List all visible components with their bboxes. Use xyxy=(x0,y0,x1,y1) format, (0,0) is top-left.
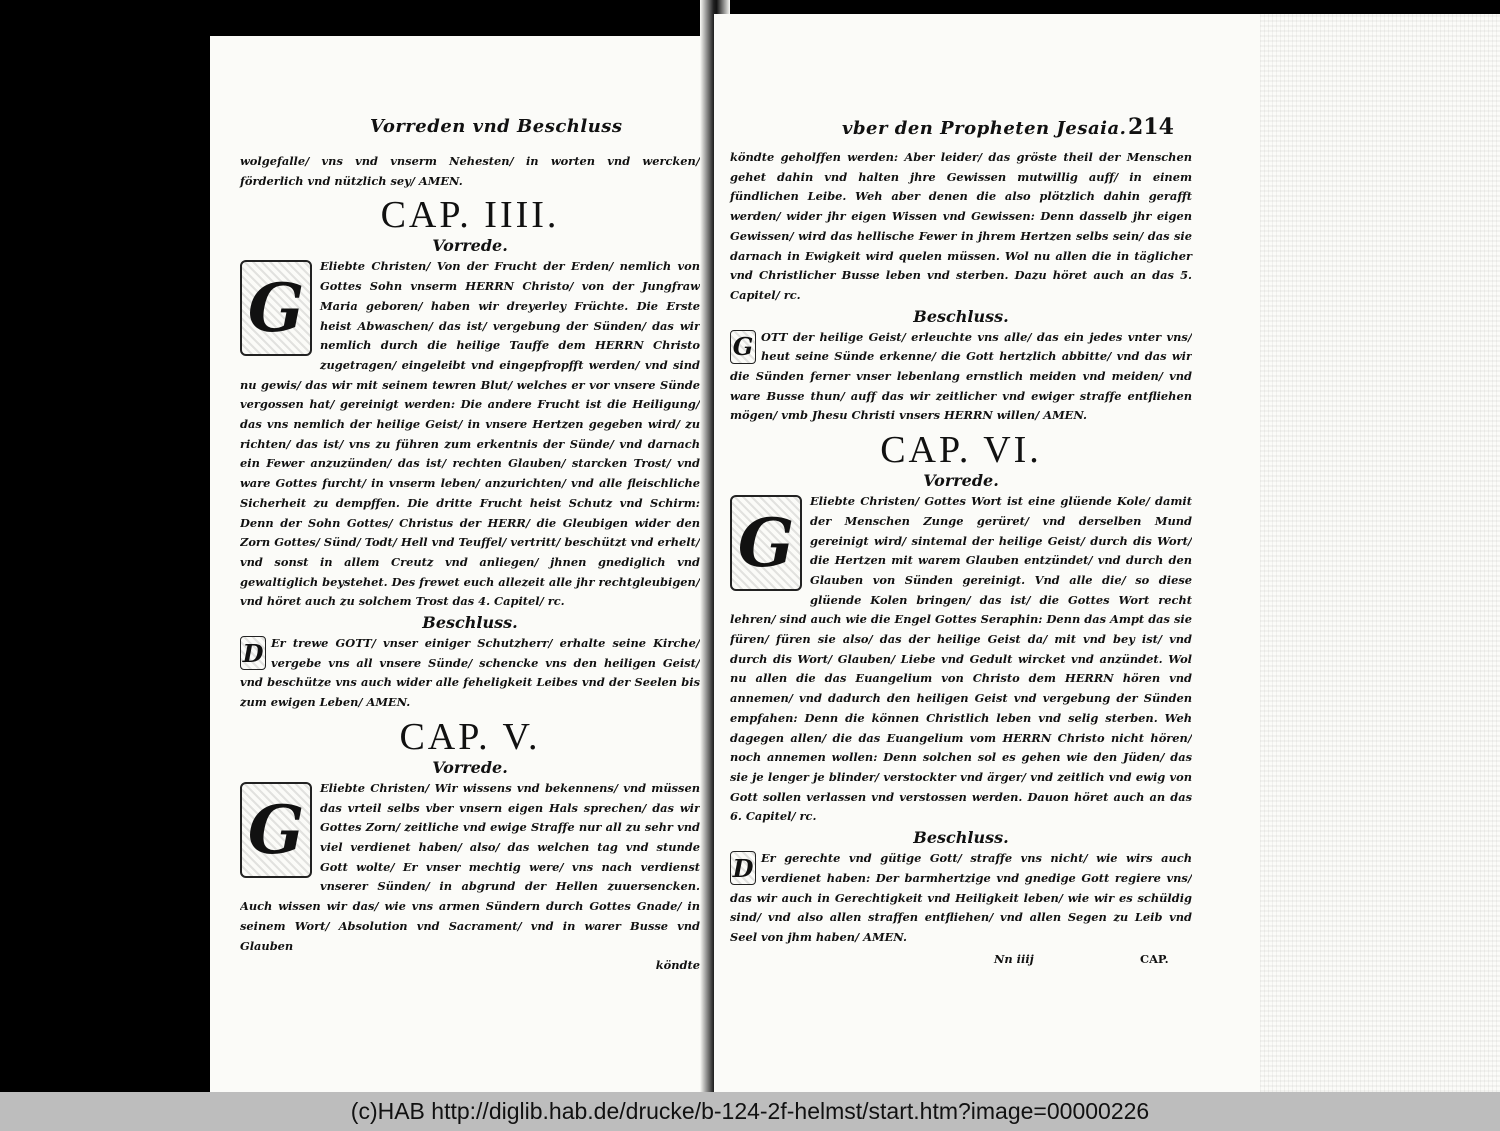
cap6-vorrede-text: Eliebte Christen/ Gottes Wort ist eine glüende Kole/ damit der Menschen Zunge gerüret/ vnd derselben Mund gereinigt wird/ sintemal der heilige Geist/ durch dis Wort/ die Hertzen mit warem Glauben entzündet/ vnd durch den Glauben von Sünden gereinigt. Vnd alle die/ so diese glüende Kolen bringen/ das ist/ die Gottes Wort recht lehren/ sind auch wie die Engel Gottes Seraphin: Denn das Ampt das sie füren/ füren sie also/ das der heilige Geist da/ mit vnd bey ist/ vnd durch dis Wort/ Glauben/ Liebe vnd Gedult wircket vnd anzündet. Wol nu allen die das Euangelium von Christo dem HERRN hören vnd annemen/ vnd dadurch den heiligen Geist vnd vergebung der Sünden empfahen: Denn die können Christlich leben vnd selig sterben. Weh dagegen allen/ die das Euangelium vom HERRN Christo nicht hören/ noch annemen wollen: Denn solchen sol es gehen wie den Jüden/ das sie je lenger je blinder/ verstockter vnd ärger/ vnd zeitlich vnd ewig von Gott sollen verlassen vnd verstossen werden. Dauon höret auch an das 6. Capitel/ rc. xyxy=(730,494,1192,824)
right-running-head: vber den Propheten Jesaia. xyxy=(842,118,1127,139)
cap6-vorrede xyxy=(730,492,1192,827)
cap5-vorrede xyxy=(240,779,700,956)
page-edge-texture xyxy=(1260,14,1500,1092)
cap6-beschluss xyxy=(730,849,1192,948)
cap4-vorrede-label: Vorrede. xyxy=(432,236,508,256)
right-page xyxy=(714,14,1500,1092)
cap5-vorrede-initial: G xyxy=(240,782,312,878)
left-column xyxy=(240,152,700,976)
archive-credit-bar xyxy=(0,1092,1500,1131)
right-catchword: CAP. xyxy=(1140,951,1169,966)
folio-number: 214 xyxy=(1128,114,1174,140)
cap4-beschluss xyxy=(240,634,700,713)
right-column xyxy=(730,148,1192,972)
cap4-heading: CAP. IIII. xyxy=(380,194,560,237)
right-beschluss1-text: OTT der heilige Geist/ erleuchte vns alle/ das ein jedes vnter vns/ heut seine Sünde erkenne/ die Gott hertzlich abbitte/ vnd das wir die Sünden ferner vnser lebenlang ernstlich meiden vnd meiden/ vnd ware Busse thun/ auff das wir zeitlicher vnd ewiger straffe entfliehen mögen/ vmb Jhesu Christi vnsers HERRN willen/ AMEN. xyxy=(730,329,1192,423)
left-running-head: Vorreden vnd Beschluss xyxy=(370,116,623,137)
signature-mark: Nn iiij xyxy=(994,951,1034,966)
cap6-vorrede-initial: G xyxy=(730,495,802,591)
cap6-vorrede-label: Vorrede. xyxy=(923,471,999,491)
cap6-beschluss-text: Er gerechte vnd gütige Gott/ straffe vns nicht/ wie wirs auch verdienet haben: Der barmhertzige vnd gnedige Gott regiere vns/ das wir auch in Gerechtigkeit vnd Heiligkeit leben/ wie wir es schüldig sind/ vnd also allen straffen entfliehen/ vnd allen Segen zu Leib vnd Seel von jhm haben/ AMEN. xyxy=(730,851,1192,944)
archive-credit-text: (c)HAB http://diglib.hab.de/drucke/b-124-2f-helmst/start.htm?image=00000226 xyxy=(350,1098,1150,1124)
cap5-vorrede-text: Eliebte Christen/ Wir wissens vnd bekennens/ vnd müssen das vrteil selbs vber vnsern eigen Hals sprechen/ das wir Gottes Zorn/ zeitliche vnd ewige Straffe nur all zu sehr vnd viel verdienet haben/ also/ das welchen tag vnd stunde Gott wolte/ Er vnser mechtig were/ vns nach verdienst vnserer Sünden/ in abgrund der Hellen zuuersencken. Auch wissen wir das/ wie vns armen Sündern durch Gottes Gnade/ in seinem Wort/ Absolution vnd Sacrament/ vnd in warer Busse vnd Glauben xyxy=(240,780,700,953)
right-opening-text: köndte geholffen werden: Aber leider/ das gröste theil der Menschen gehet dahin vnd halten jhre Gewissen mutwillig auff/ in einem fündlichen Leibe. Weh aber denen die also plötzlich dahin gerafft werden/ wider jhr eigen Wissen vnd Gewissen: Denn dasselb jhr eigen Gewissen/ wird das hellische Fewer in jhrem Hertzen selbs sein/ das sie darnach in Ewigkeit wird quelen müssen. Wol nu allen die in täglicher vnd Christlicher Busse leben vnd sterben. Dazu höret auch an das 5. Capitel/ rc. xyxy=(730,150,1192,302)
right-page-foot xyxy=(730,950,1192,972)
cap5-heading: CAP. V. xyxy=(399,715,541,758)
cap4-vorrede-initial: G xyxy=(240,260,312,356)
right-beschluss1-label: Beschluss. xyxy=(913,306,1009,326)
cap4-vorrede xyxy=(240,257,700,612)
left-opening-text: wolgefalle/ vns vnd vnserm Nehesten/ in worten vnd wercken/ förderlich vnd nützlich sey/ AMEN. xyxy=(240,154,700,188)
left-page xyxy=(210,36,712,1092)
cap5-vorrede-label: Vorrede. xyxy=(432,757,508,777)
cap4-beschluss-text: Er trewe GOTT/ vnser einiger Schutzherr/ erhalte seine Kirche/ vergebe vns all vnsere Sünde/ schencke vns den heiligen Geist/ vnd beschütze vns auch wider alle feheligkeit Leibes vnd der Seelen bis zum ewigen Leben/ AMEN. xyxy=(240,636,700,710)
right-beschluss1 xyxy=(730,328,1192,427)
cap4-beschluss-label: Beschluss. xyxy=(422,613,518,633)
left-catchword: köndte xyxy=(655,958,700,973)
cap4-beschluss-initial: D xyxy=(240,636,266,670)
cap4-vorrede-text: Eliebte Christen/ Von der Frucht der Erden/ nemlich von Gottes Sohn vnserm HERRN Christo/ von der Jungfraw Maria geboren/ haben wir dreyerley Früchte. Die Erste heist Abwaschen/ das ist/ vergebung der Sünden/ das wir nemlich durch die heilige Tauffe dem HERRN Christo zugetragen/ eingeleibt vnd eingepfropfft werden/ vnd sind nu gewis/ das wir mit seinem tewren Blut/ welches er vor vnsere Sünde vergossen hat/ gereinigt werden: Die andere Frucht ist die Heiligung/ das vns nemlich der heilige Geist/ in vnsere Hertzen gegeben wird/ zu richten/ das ist/ vns zu führen zum erkentnis der Sünde/ vnd darnach ein Fewer anzuzünden/ das ist/ rechten Glauben/ starcken Trost/ vnd ware Gottes furcht/ in vnserm leben/ anzurichten/ vnd alle fleischliche Sicherheit zu dempffen. Die dritte Frucht heist Schutz vnd Schirm: Denn der Sohn Gottes/ Christus der HERR/ die Gleubigen wider den Zorn Gottes/ Sünd/ Todt/ Hell vnd Teuffel/ vertritt/ beschützt vnd erhelt/ vnd sonst in allem Creutz vnd anliegen/ jhnen gnediglich vnd gewaltiglich beystehet. Des frewet euch allezeit alle jhr rechtgleubigen/ vnd höret auch zu solchem Trost das 4. Capitel/ rc. xyxy=(240,259,700,609)
cap6-heading: CAP. VI. xyxy=(880,429,1042,472)
cap6-beschluss-initial: D xyxy=(730,851,756,885)
cap6-beschluss-label: Beschluss. xyxy=(913,828,1009,848)
right-beschluss1-initial: G xyxy=(730,330,756,364)
